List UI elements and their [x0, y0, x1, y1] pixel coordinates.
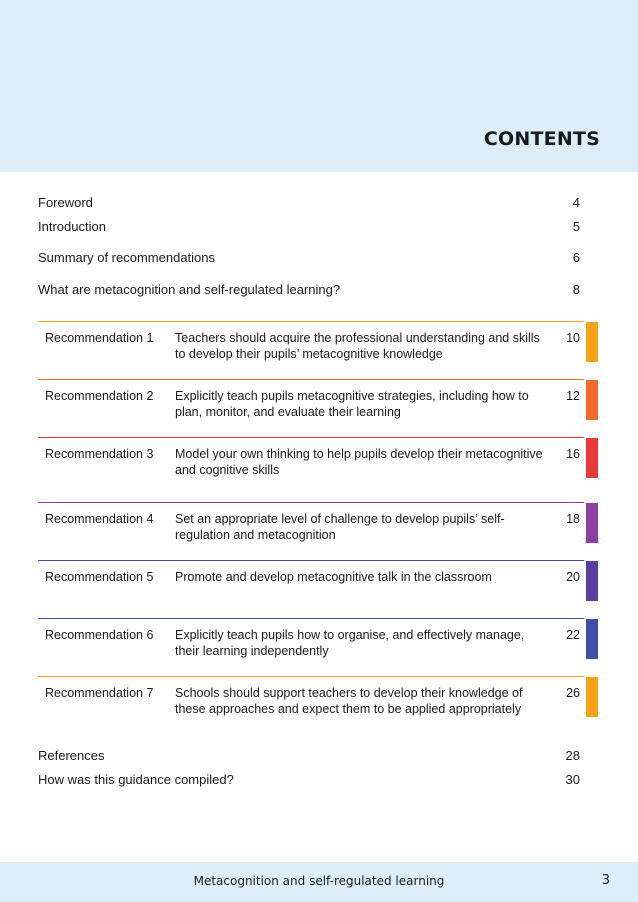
toc-entry-page: 5: [572, 219, 580, 234]
recommendation-label: Recommendation 5: [45, 570, 154, 584]
color-tab: [586, 322, 598, 362]
footer-title: Metacognition and self-regulated learning: [193, 874, 445, 888]
toc-entry-page: 30: [565, 772, 580, 787]
toc-entry-label: Introduction: [38, 219, 106, 234]
color-tab: [586, 503, 598, 543]
recommendation-text: Promote and develop metacognitive talk in the classroom: [175, 570, 492, 584]
recommendation-text: Schools should support teachers to develop their knowledge of these approaches and expect them to be applied appropriately: [175, 686, 523, 716]
toc-entry-page: 6: [572, 250, 580, 265]
toc-entry-label: Summary of recommendations: [38, 250, 216, 265]
recommendation-text: Explicitly teach pupils metacognitive strategies, including how to plan, monitor, and evaluate their learning: [175, 389, 529, 419]
recommendation-text: Model your own thinking to help pupils develop their metacognitive and cognitive skills: [175, 447, 543, 477]
recommendation-text: Teachers should acquire the professional understanding and skills to develop their pupils’ metacognitive knowledge: [175, 331, 540, 361]
divider: [38, 618, 584, 619]
recommendation-text: Explicitly teach pupils how to organise, and effectively manage, their learning independently: [175, 628, 525, 658]
divider: [38, 321, 584, 322]
toc-entry-page: 28: [565, 748, 580, 763]
divider: [38, 560, 584, 561]
toc-entry-page: 8: [572, 282, 580, 297]
color-tab: [586, 561, 598, 601]
recommendation-page: 12: [566, 389, 580, 403]
recommendation-page: 26: [566, 686, 580, 700]
recommendation-page: 22: [566, 628, 580, 642]
recommendation-label: Recommendation 2: [45, 389, 154, 403]
color-tab: [586, 438, 598, 478]
page-title: CONTENTS: [483, 128, 600, 150]
toc-entry-label: Foreword: [38, 195, 93, 210]
recommendation-text: Set an appropriate level of challenge to develop pupils’ self-regulation and metacognition: [175, 512, 505, 542]
footer-page-number: 3: [601, 873, 610, 888]
toc-entry-label: References: [38, 748, 105, 763]
divider: [38, 437, 584, 438]
divider: [38, 676, 584, 677]
recommendation-label: Recommendation 6: [45, 628, 154, 642]
divider: [38, 379, 584, 380]
color-tab: [586, 619, 598, 659]
recommendation-page: 10: [566, 331, 580, 345]
toc-entry-label: How was this guidance compiled?: [38, 772, 234, 787]
recommendation-page: 20: [566, 570, 580, 584]
recommendation-label: Recommendation 4: [45, 512, 154, 526]
recommendation-label: Recommendation 7: [45, 686, 154, 700]
color-tab: [586, 677, 598, 717]
recommendation-label: Recommendation 1: [45, 331, 154, 345]
recommendation-page: 18: [566, 512, 580, 526]
recommendation-label: Recommendation 3: [45, 447, 154, 461]
toc-entry-label: What are metacognition and self-regulated learning?: [38, 282, 341, 297]
color-tab: [586, 380, 598, 420]
recommendation-page: 16: [566, 447, 580, 461]
toc-entry-page: 4: [572, 195, 580, 210]
divider: [38, 502, 584, 503]
